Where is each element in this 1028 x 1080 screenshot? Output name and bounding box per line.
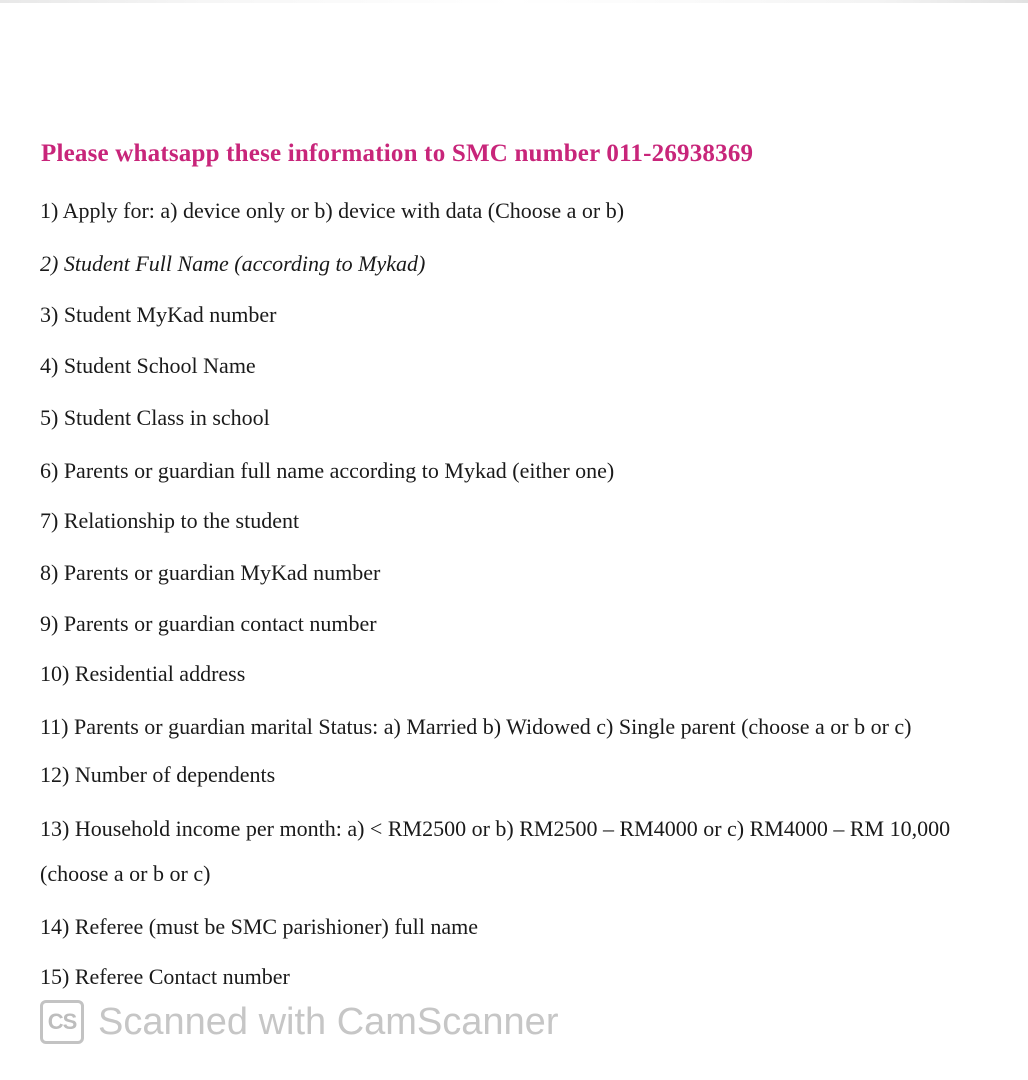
list-item-household-income: 13) Household income per month: a) < RM2500 or b) RM2500 – RM4000 or c) RM4000 – RM 10,000 bbox=[40, 816, 951, 841]
list-item-parent-contact: 9) Parents or guardian contact number bbox=[40, 611, 377, 636]
list-item-relationship: 7) Relationship to the student bbox=[40, 508, 300, 533]
list-item-student-full-name: 2) Student Full Name (according to Mykad) bbox=[40, 251, 426, 276]
list-item-dependents: 12) Number of dependents bbox=[40, 762, 276, 787]
camscanner-watermark bbox=[40, 997, 558, 1047]
list-item-school-name: 4) Student School Name bbox=[40, 353, 256, 378]
list-item-referee-name: 14) Referee (must be SMC parishioner) full name bbox=[40, 914, 479, 939]
scan-edge-shadow bbox=[0, 0, 1028, 3]
list-item-household-income-note: (choose a or b or c) bbox=[40, 861, 211, 886]
list-item-address: 10) Residential address bbox=[40, 661, 246, 686]
list-item-apply-for: 1) Apply for: a) device only or b) device with data (Choose a or b) bbox=[40, 198, 625, 223]
list-item-student-mykad: 3) Student MyKad number bbox=[40, 302, 277, 327]
list-item-marital-status: 11) Parents or guardian marital Status: a) Married b) Widowed c) Single parent (choose a or b or c) bbox=[40, 714, 912, 739]
camscanner-logo-icon: CS bbox=[40, 1000, 84, 1044]
list-item-referee-contact: 15) Referee Contact number bbox=[40, 964, 290, 989]
document-heading: Please whatsapp these information to SMC number 011-26938369 bbox=[41, 140, 754, 167]
list-item-class: 5) Student Class in school bbox=[40, 405, 270, 430]
list-item-parent-mykad: 8) Parents or guardian MyKad number bbox=[40, 560, 381, 585]
list-item-parent-name: 6) Parents or guardian full name according to Mykad (either one) bbox=[40, 458, 615, 483]
camscanner-text: Scanned with CamScanner bbox=[98, 1000, 559, 1043]
